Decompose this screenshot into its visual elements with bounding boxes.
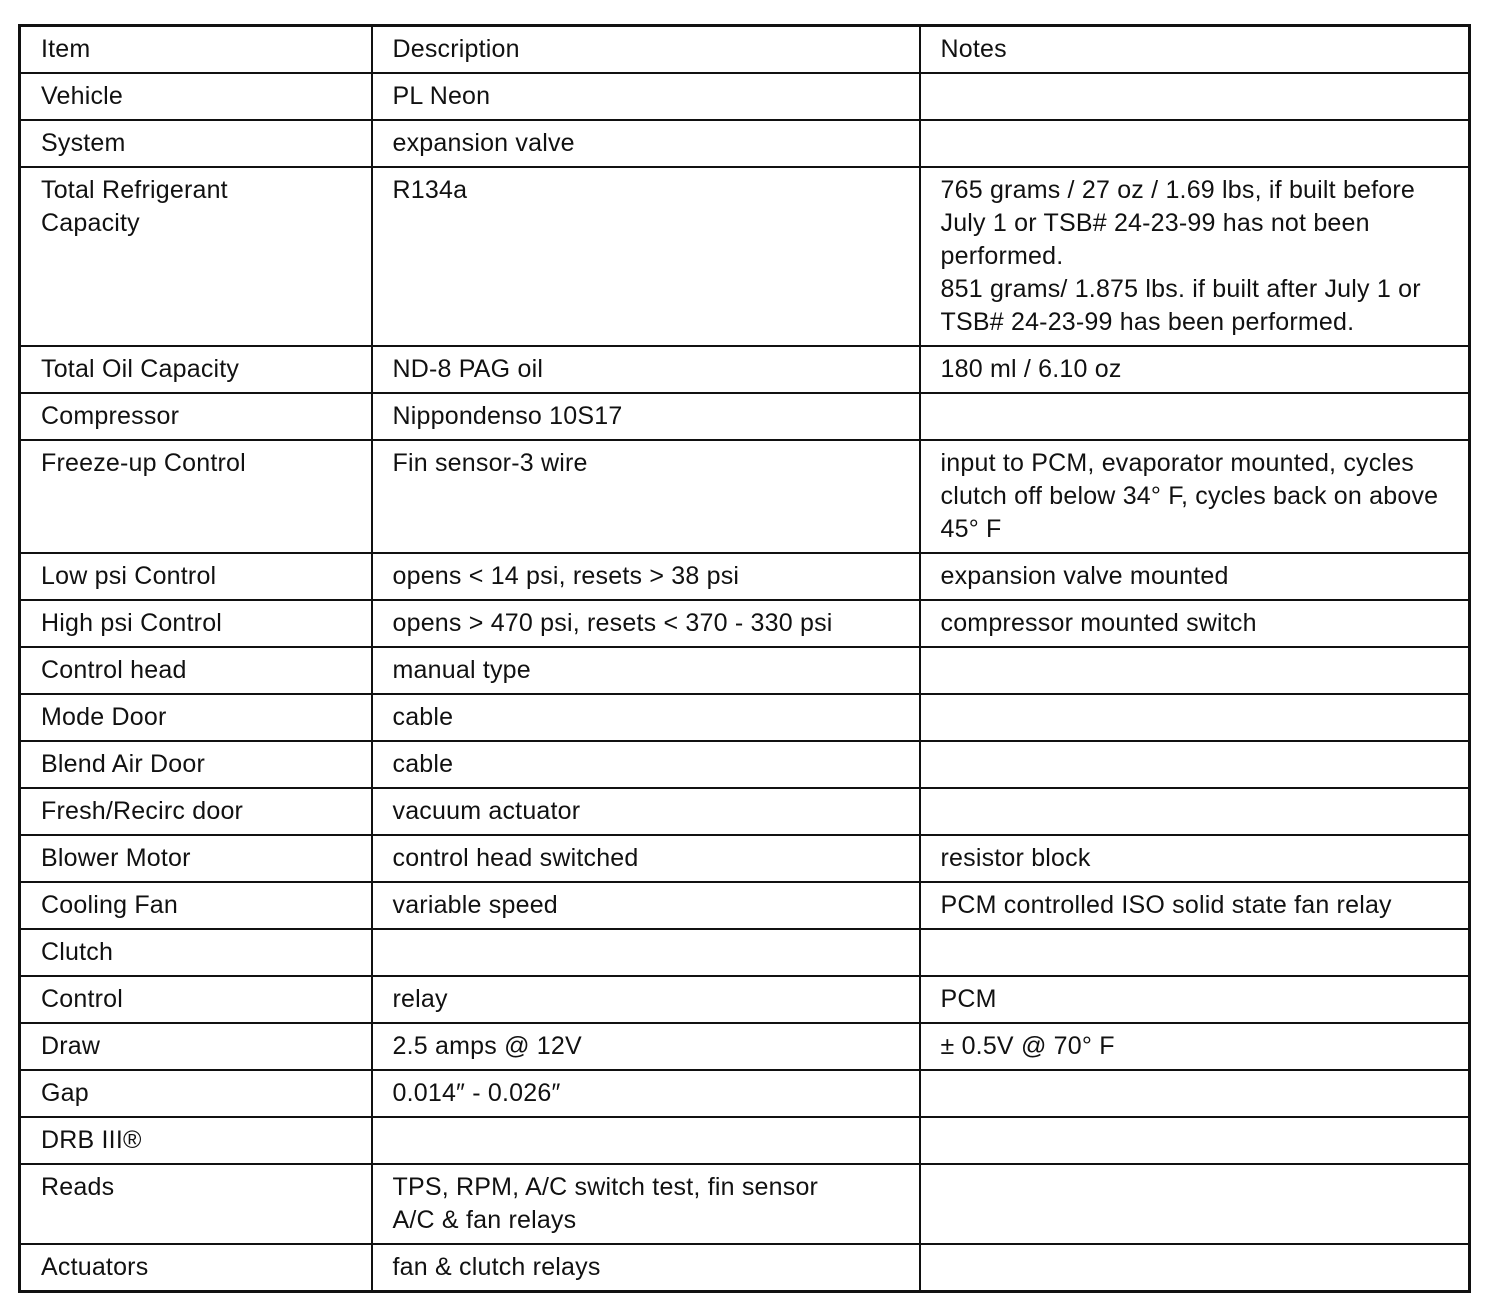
cell-item: [20, 1023, 372, 1070]
description-text: Nippondenso 10S17: [392, 402, 623, 430]
cell-notes: [920, 1070, 1470, 1117]
table-row: [20, 1164, 1470, 1244]
cell-notes: [920, 741, 1470, 788]
table-row: [20, 1244, 1470, 1292]
cell-description: [372, 1023, 920, 1070]
description-text: 0.014″ - 0.026″: [392, 1079, 561, 1107]
cell-notes: [920, 1117, 1470, 1164]
table-row: [20, 1117, 1470, 1164]
description-text: variable speed: [392, 891, 558, 919]
table-row: [20, 1023, 1470, 1070]
description-text: 2.5 amps @ 12V: [392, 1032, 582, 1060]
table-row: [20, 976, 1470, 1023]
header-description: Description: [372, 26, 920, 74]
cell-description: [372, 929, 920, 976]
table-row: [20, 346, 1470, 393]
description-text: cable: [392, 703, 454, 731]
cell-item: [20, 929, 372, 976]
item-text: Fresh/Recirc door: [41, 797, 244, 825]
table-row: [20, 73, 1470, 120]
table-row: [20, 600, 1470, 647]
cell-item: [20, 393, 372, 440]
cell-item: [20, 694, 372, 741]
cell-item: [20, 600, 372, 647]
cell-description: [372, 167, 920, 346]
cell-notes: [920, 976, 1470, 1023]
cell-notes: [920, 1164, 1470, 1244]
item-text: Low psi Control: [41, 562, 217, 590]
item-text: High psi Control: [41, 609, 223, 637]
cell-notes: [920, 600, 1470, 647]
cell-notes: [920, 1244, 1470, 1292]
notes-text: resistor block: [940, 844, 1091, 872]
table-row: [20, 929, 1470, 976]
cell-item: [20, 73, 372, 120]
description-text: cable: [392, 750, 454, 778]
cell-notes: [920, 553, 1470, 600]
item-text: Compressor: [41, 402, 180, 430]
cell-description: [372, 882, 920, 929]
cell-description: [372, 120, 920, 167]
cell-description: [372, 1164, 920, 1244]
cell-item: [20, 346, 372, 393]
cell-description: [372, 835, 920, 882]
cell-description: [372, 647, 920, 694]
table-header-row: [20, 26, 1470, 74]
cell-item: [20, 440, 372, 553]
cell-notes: [920, 346, 1470, 393]
cell-item: [20, 1164, 372, 1244]
description-text: vacuum actuator: [392, 797, 581, 825]
description-text: relay: [392, 985, 448, 1013]
table-row: [20, 1070, 1470, 1117]
cell-item: [20, 1070, 372, 1117]
cell-item: [20, 120, 372, 167]
description-text: opens > 470 psi, resets < 370 - 330 psi: [392, 609, 833, 637]
cell-description: [372, 694, 920, 741]
item-text: DRB III®: [41, 1126, 142, 1154]
table-row: [20, 741, 1470, 788]
item-text: Clutch: [41, 938, 114, 966]
item-text: Reads: [41, 1173, 115, 1201]
cell-description: [372, 440, 920, 553]
cell-description: [372, 1244, 920, 1292]
cell-item: [20, 741, 372, 788]
notes-text: ± 0.5V @ 70° F: [940, 1032, 1115, 1060]
notes-text: expansion valve mounted: [940, 562, 1229, 590]
item-text: Total Refrigerant Capacity: [41, 176, 228, 237]
cell-description: [372, 600, 920, 647]
description-text: manual type: [392, 656, 531, 684]
notes-text: input to PCM, evaporator mounted, cycles clutch off below 34° F, cycles back on above 45° F: [940, 449, 1439, 543]
item-text: Cooling Fan: [41, 891, 179, 919]
cell-item: [20, 976, 372, 1023]
description-text: fan & clutch relays: [392, 1253, 601, 1281]
cell-item: [20, 882, 372, 929]
table-row: [20, 120, 1470, 167]
item-text: System: [41, 129, 126, 157]
table-row: [20, 694, 1470, 741]
item-text: Mode Door: [41, 703, 167, 731]
cell-notes: [920, 393, 1470, 440]
table-row: [20, 647, 1470, 694]
description-text: TPS, RPM, A/C switch test, fin sensor A/C & fan relays: [392, 1173, 819, 1234]
cell-item: [20, 788, 372, 835]
notes-text: 180 ml / 6.10 oz: [940, 355, 1122, 383]
notes-text: compressor mounted switch: [940, 609, 1257, 637]
item-text: Total Oil Capacity: [41, 355, 240, 383]
cell-item: [20, 1244, 372, 1292]
table-body: [20, 26, 1470, 1292]
table-row: [20, 788, 1470, 835]
item-text: Vehicle: [41, 82, 124, 110]
table-row: [20, 553, 1470, 600]
description-text: expansion valve: [392, 129, 575, 157]
table-row: [20, 393, 1470, 440]
cell-notes: [920, 835, 1470, 882]
header-item: Item: [20, 26, 372, 74]
description-text: opens < 14 psi, resets > 38 psi: [392, 562, 740, 590]
cell-description: [372, 1117, 920, 1164]
cell-description: [372, 553, 920, 600]
cell-notes: [920, 929, 1470, 976]
cell-item: [20, 1117, 372, 1164]
cell-notes: [920, 167, 1470, 346]
item-text: Control head: [41, 656, 187, 684]
item-text: Draw: [41, 1032, 101, 1060]
description-text: Fin sensor-3 wire: [392, 449, 588, 477]
cell-notes: [920, 73, 1470, 120]
cell-description: [372, 393, 920, 440]
description-text: R134a: [392, 176, 468, 204]
spec-sheet: [18, 24, 1468, 1293]
cell-item: [20, 647, 372, 694]
cell-notes: [920, 882, 1470, 929]
item-text: Actuators: [41, 1253, 149, 1281]
notes-text: 765 grams / 27 oz / 1.69 lbs, if built before July 1 or TSB# 24-23-99 has not been performed. 851 grams/ 1.875 lbs. if built after July 1 or TSB# 24-23-99 has been performed.: [940, 176, 1421, 336]
cell-description: [372, 73, 920, 120]
cell-notes: [920, 1023, 1470, 1070]
item-text: Blower Motor: [41, 844, 191, 872]
header-notes: Notes: [920, 26, 1470, 74]
table-row: [20, 882, 1470, 929]
table-row: [20, 167, 1470, 346]
cell-description: [372, 976, 920, 1023]
cell-item: [20, 553, 372, 600]
description-text: ND-8 PAG oil: [392, 355, 544, 383]
notes-text: PCM controlled ISO solid state fan relay: [940, 891, 1392, 919]
cell-notes: [920, 694, 1470, 741]
cell-notes: [920, 788, 1470, 835]
cell-description: [372, 1070, 920, 1117]
cell-notes: [920, 647, 1470, 694]
cell-description: [372, 788, 920, 835]
cell-description: [372, 741, 920, 788]
cell-item: [20, 835, 372, 882]
ac-specification-table: [18, 24, 1471, 1293]
cell-description: [372, 346, 920, 393]
description-text: control head switched: [392, 844, 639, 872]
item-text: Blend Air Door: [41, 750, 205, 778]
item-text: Control: [41, 985, 123, 1013]
cell-notes: [920, 440, 1470, 553]
item-text: Freeze-up Control: [41, 449, 246, 477]
description-text: PL Neon: [392, 82, 491, 110]
item-text: Gap: [41, 1079, 89, 1107]
table-row: [20, 440, 1470, 553]
table-row: [20, 835, 1470, 882]
cell-item: [20, 167, 372, 346]
notes-text: PCM: [940, 985, 997, 1013]
cell-notes: [920, 120, 1470, 167]
